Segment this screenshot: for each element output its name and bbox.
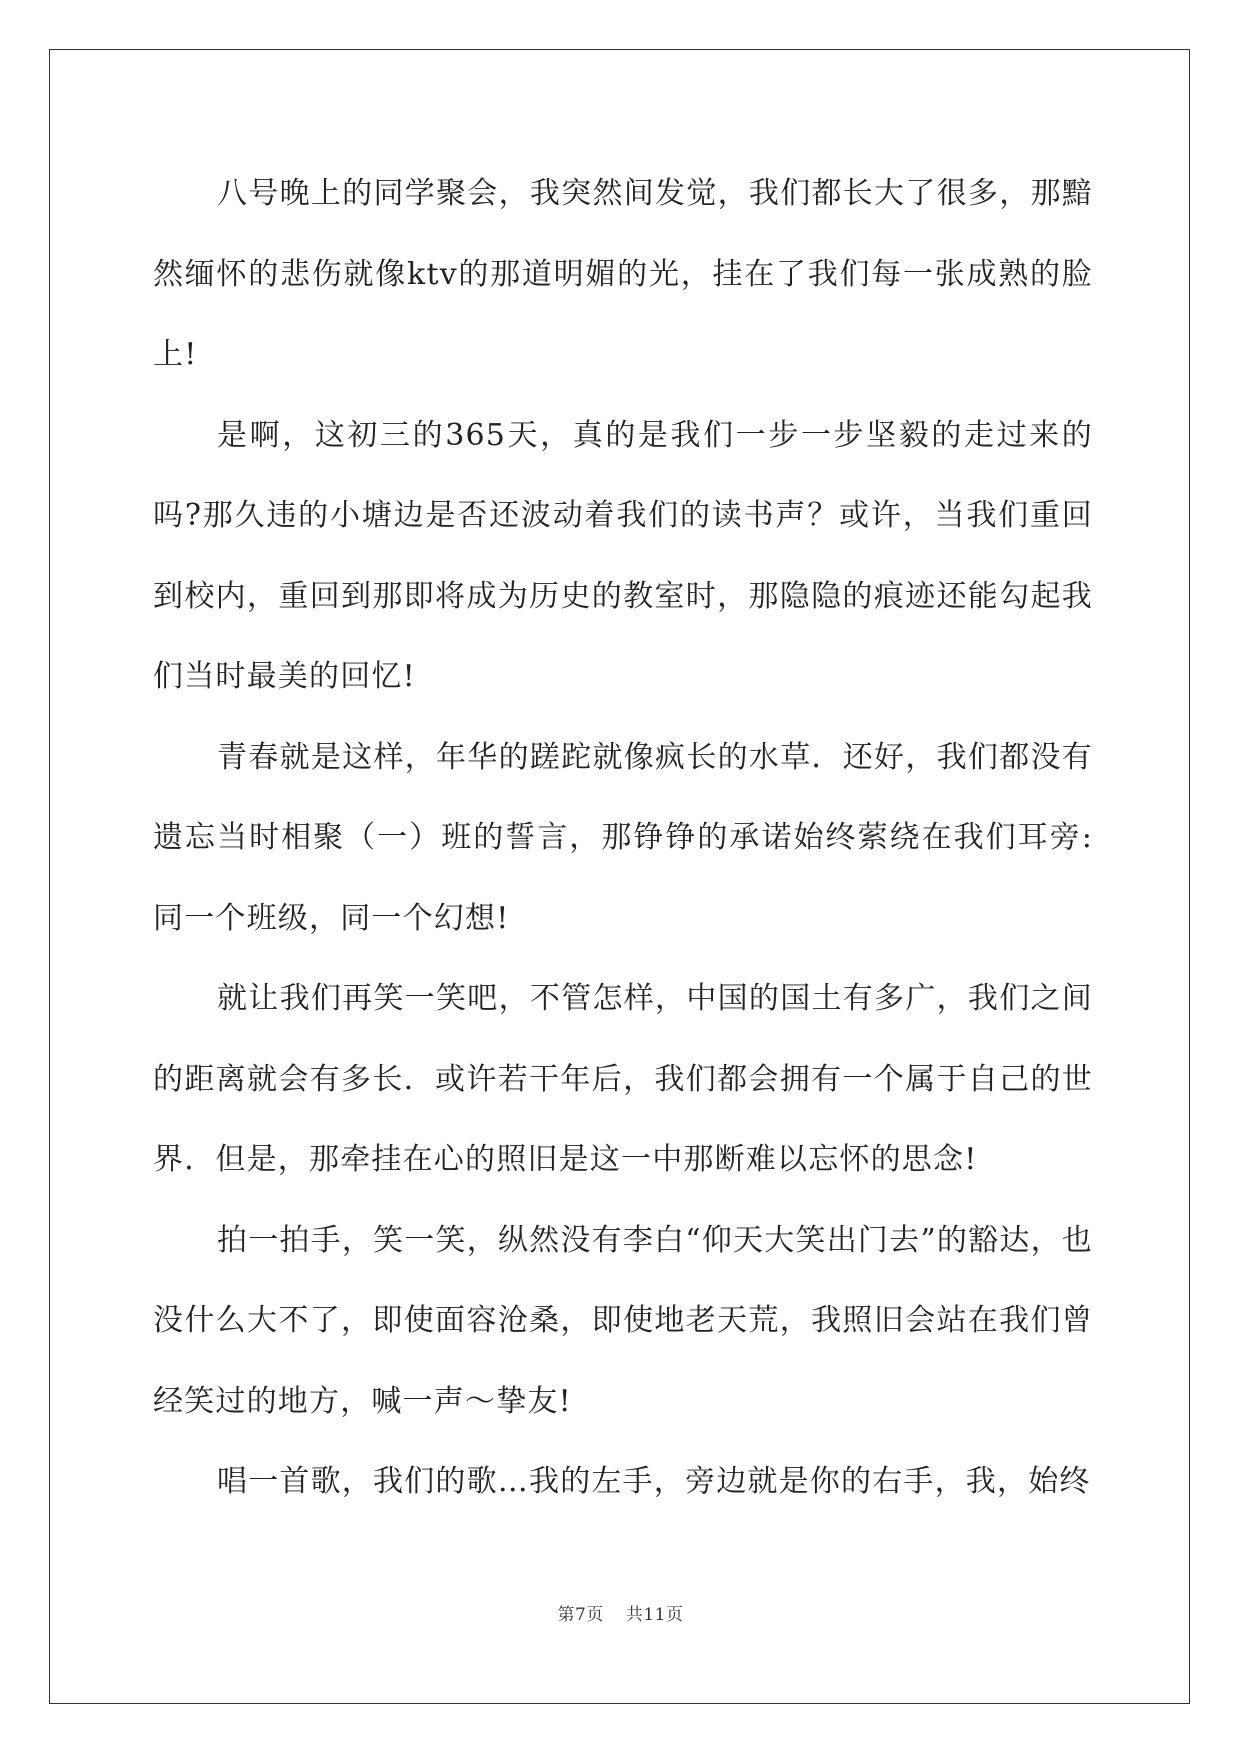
paragraph: 唱一首歌，我们的歌…我的左手，旁边就是你的右手，我，始终: [217, 1464, 1091, 1499]
paragraph: 就让我们再笑一笑吧，不管怎样，中国的国土有多广，我们之间的距离就会有多长．或许若干年后，我们都会拥有一个属于自己的世界．但是，那牵挂在心的照旧是这一中那断难以忘怀的思念!: [153, 981, 1093, 1177]
page-footer: [0, 1600, 1241, 1625]
document-body: [153, 154, 1093, 1523]
paragraph: 八号晚上的同学聚会，我突然间发觉，我们都长大了很多，那黯然缅怀的悲伤就像ktv的那道明媚的光，挂在了我们每一张成熟的脸上!: [153, 176, 1093, 372]
page-number-current: 第7页: [557, 1605, 604, 1625]
paragraph: 青春就是这样，年华的蹉跎就像疯长的水草．还好，我们都没有遗忘当时相聚（一）班的誓言，那铮铮的承诺始终萦绕在我们耳旁:同一个班级，同一个幻想!: [153, 739, 1093, 936]
paragraph: 是啊，这初三的365天，真的是我们一步一步坚毅的走过来的吗?那久违的小塘边是否还波动着我们的读书声？或许，当我们重回到校内，重回到那即将成为历史的教室时，那隐隐的痕迹还能勾起我们当时最美的回忆!: [153, 417, 1093, 694]
paragraph: 拍一拍手，笑一笑，纵然没有李白“仰天大笑出门去”的豁达，也没什么大不了，即使面容沧桑，即使地老天荒，我照旧会站在我们曾经笑过的地方，喊一声～挚友!: [153, 1222, 1093, 1419]
page-number-total: 共11页: [625, 1605, 684, 1625]
